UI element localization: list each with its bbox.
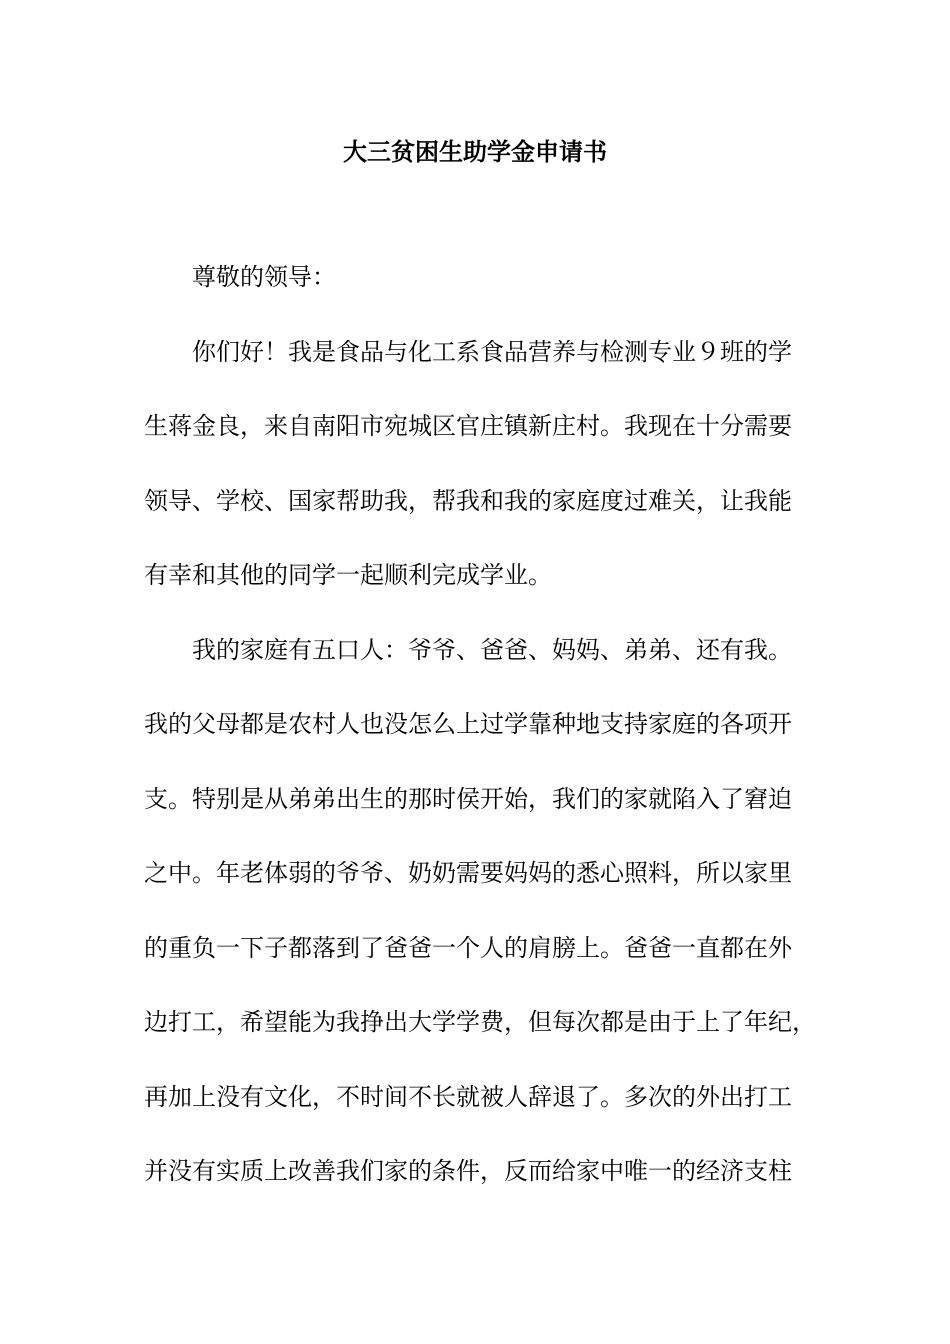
body-line: 并没有实质上改善我们家的条件，反而给家中唯一的经济支柱: [144, 1157, 792, 1185]
document-body: [144, 257, 816, 1226]
body-line: 我的家庭有五口人：爷爷、爸爸、妈妈、弟弟、还有我。: [192, 635, 792, 664]
body-line: 支。特别是从弟弟出生的那时侯开始，我们的家就陷入了窘迫: [144, 784, 792, 813]
document-title: 大三贫困生助学金申请书: [343, 138, 607, 166]
body-line: 边打工，希望能为我挣出大学学费，但每次都是由于上了年纪，: [144, 1008, 816, 1036]
body-line: 你们好！我是食品与化工系食品营养与检测专业９班的学: [192, 337, 792, 366]
body-line: 我的父母都是农村人也没怎么上过学靠种地支持家庭的各项开: [144, 710, 792, 738]
body-line: 的重负一下子都落到了爸爸一个人的肩膀上。爸爸一直都在外: [144, 933, 792, 962]
body-line: 之中。年老体弱的爷爷、奶奶需要妈妈的悉心照料，所以家里: [144, 859, 792, 887]
body-line: 生蒋金良，来自南阳市宛城区官庄镇新庄村。我现在十分需要: [144, 412, 792, 440]
body-line: 再加上没有文化，不时间不长就被人辞退了。多次的外出打工: [144, 1082, 792, 1111]
body-line: 领导、学校、国家帮助我，帮我和我的家庭度过难关，让我能: [144, 486, 792, 515]
body-line: 有幸和其他的同学一起顺利完成学业。: [144, 561, 552, 589]
body-line: 尊敬的领导：: [192, 263, 336, 291]
